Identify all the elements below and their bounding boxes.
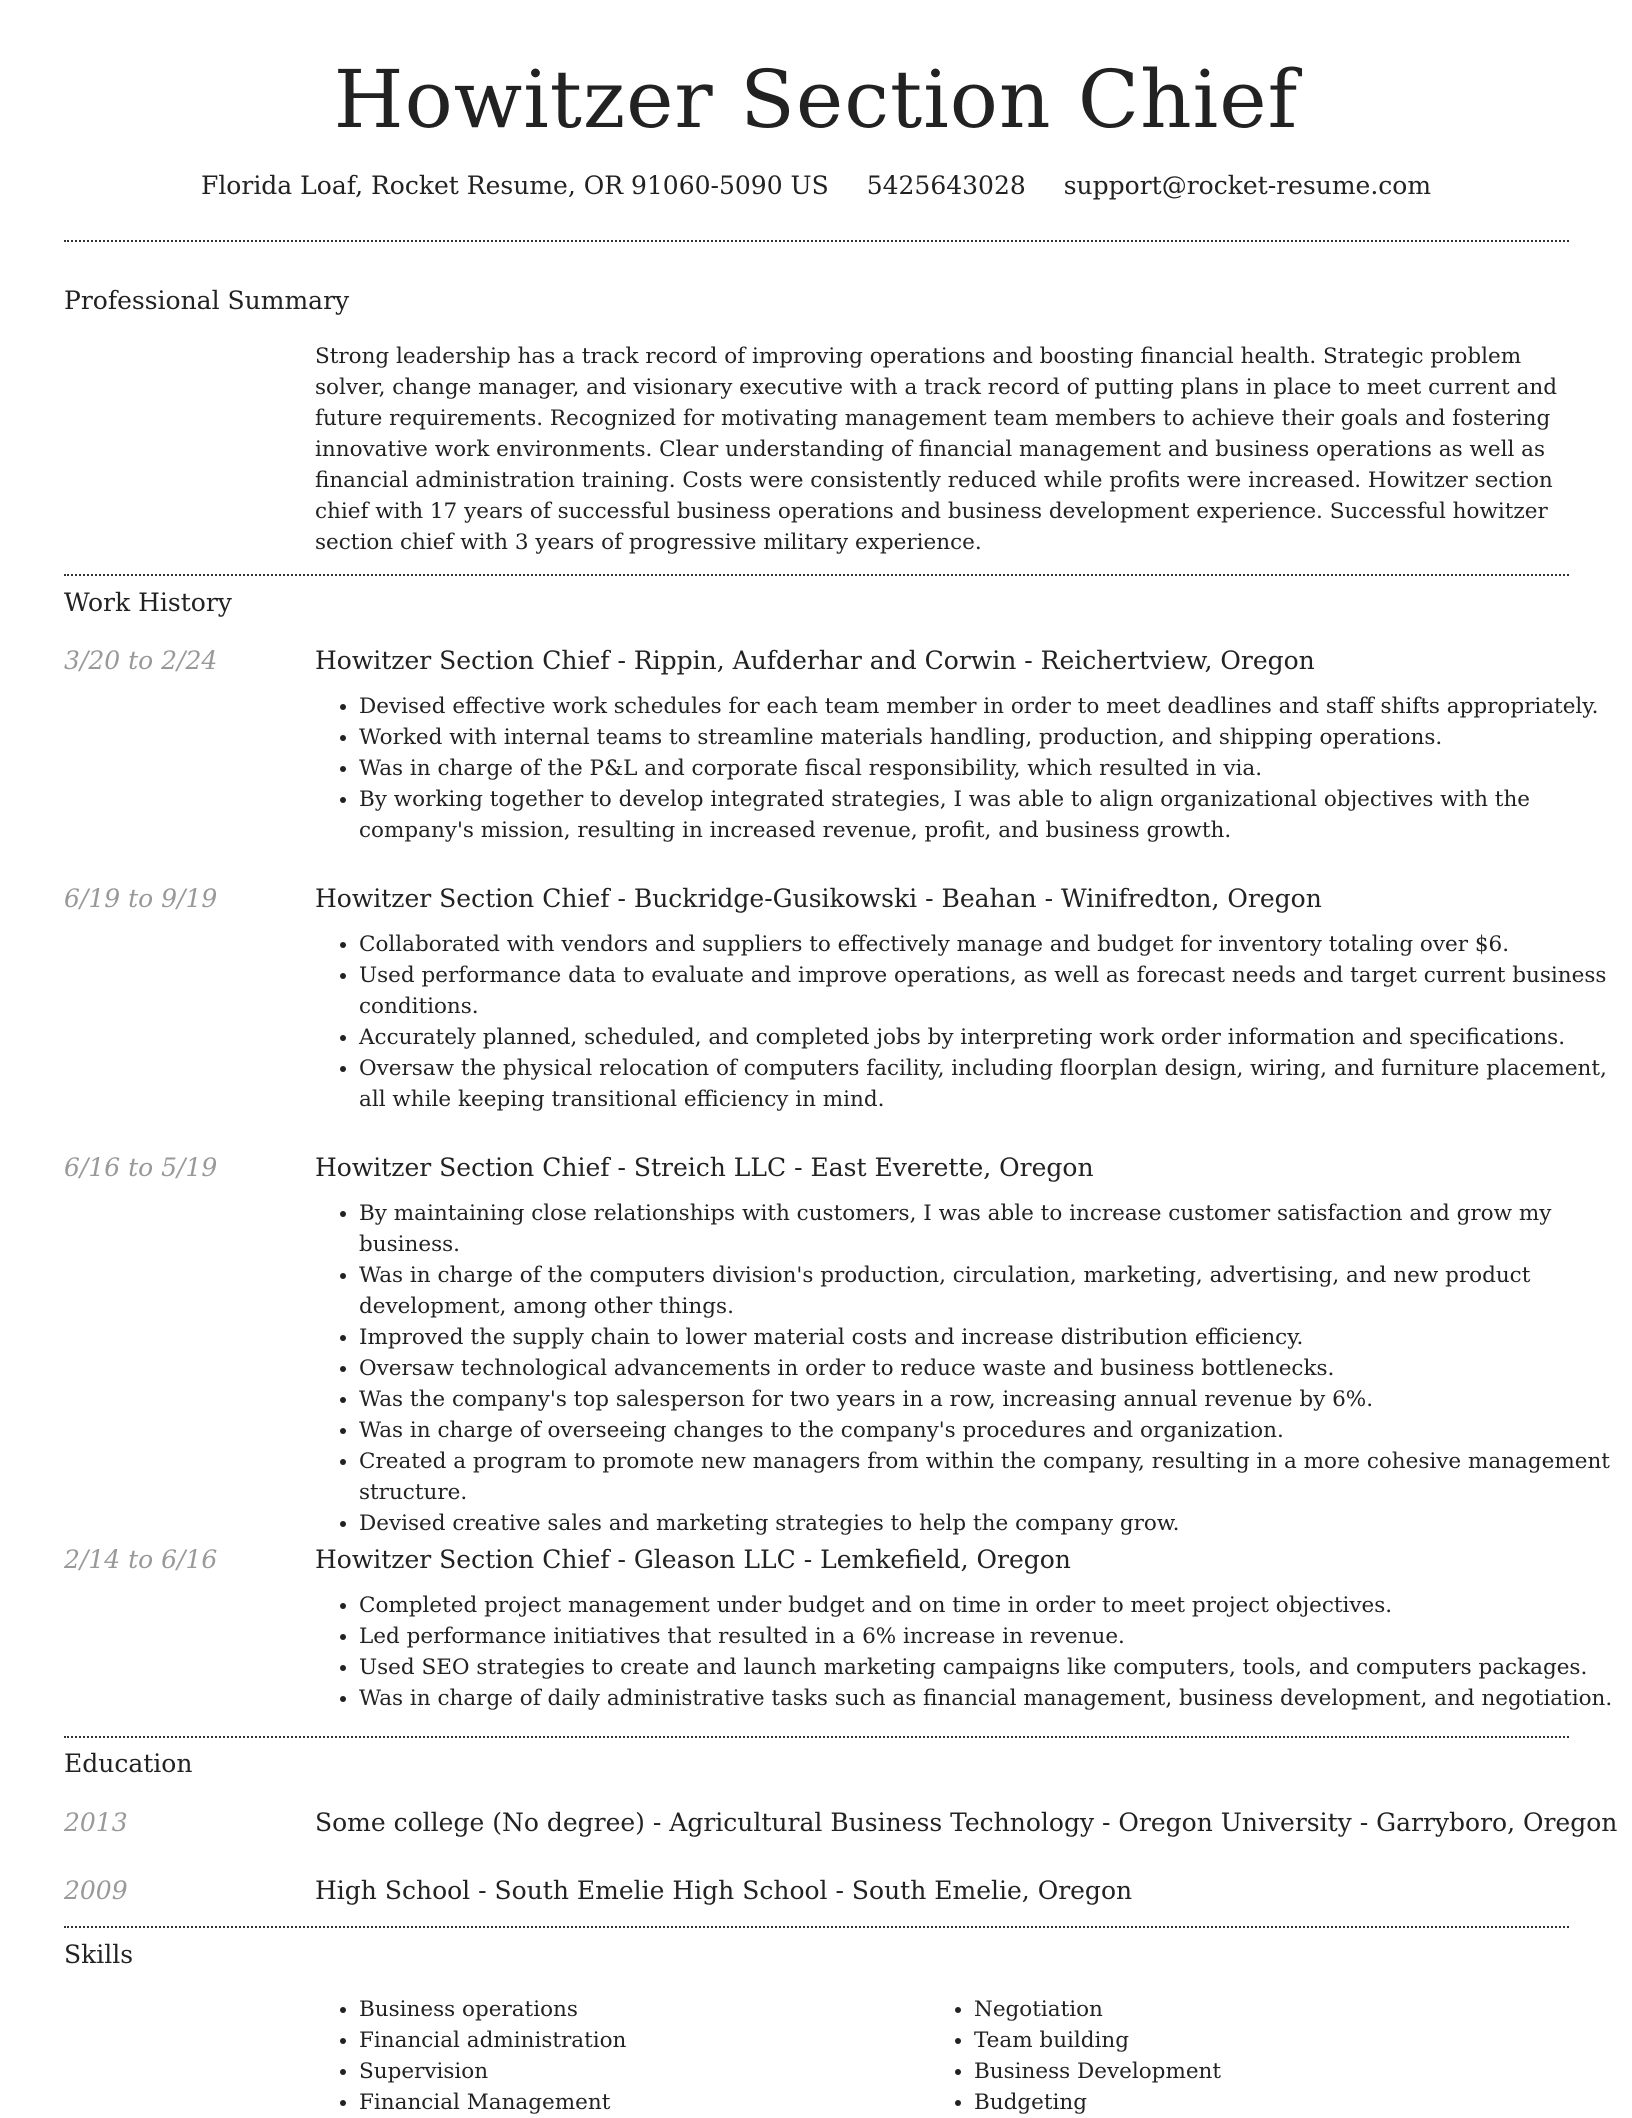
page-title: Howitzer Section Chief <box>333 53 1299 146</box>
job-date: 6/19 to 9/19 <box>64 884 218 913</box>
section-divider <box>64 1926 1569 1928</box>
skill-item: • Business Development <box>974 2056 1534 2087</box>
list-item: • Was the company's top salesperson for two years in a row, increasing annual revenue by 6%. <box>359 1384 1614 1415</box>
skill-item: • Supervision <box>359 2056 919 2087</box>
list-item: • Oversaw the physical relocation of computers facility, including floorplan design, wiring, and furniture placement, all while keeping transitional efficiency in mind. <box>359 1053 1614 1115</box>
list-item: • Worked with internal teams to streamline materials handling, production, and shipping operations. <box>359 722 1614 753</box>
list-item: • Was in charge of daily administrative tasks such as financial management, business development, and negotiation. <box>359 1683 1614 1714</box>
contact-line <box>0 168 1632 204</box>
list-item: • Devised creative sales and marketing strategies to help the company grow. <box>359 1508 1614 1539</box>
work-history-heading: Work History <box>64 588 232 617</box>
job-bullets <box>315 929 1614 1115</box>
education-date: 2013 <box>64 1808 128 1837</box>
list-item: • Was in charge of the computers division's production, circulation, marketing, advertising, and new product development, among other things. <box>359 1260 1614 1322</box>
contact-phone: 5425643028 <box>866 171 1026 200</box>
list-item: • Used SEO strategies to create and launch marketing campaigns like computers, tools, and computers packages. <box>359 1652 1614 1683</box>
list-item: • Improved the supply chain to lower material costs and increase distribution efficiency. <box>359 1322 1614 1353</box>
contact-address: Florida Loaf, Rocket Resume, OR 91060-5090 US <box>200 171 829 200</box>
section-divider <box>64 1736 1569 1738</box>
list-item: • Used performance data to evaluate and improve operations, as well as forecast needs and target current business conditions. <box>359 960 1614 1022</box>
contact-email: support@rocket-resume.com <box>1063 171 1432 200</box>
list-item: • Was in charge of the P&L and corporate fiscal responsibility, which resulted in via. <box>359 753 1614 784</box>
education-title: Some college (No degree) - Agricultural Business Technology - Oregon University - Garryboro, Oregon <box>315 1808 1618 1837</box>
list-item: • Collaborated with vendors and suppliers to effectively manage and budget for inventory totaling over $6. <box>359 929 1614 960</box>
job-date: 2/14 to 6/16 <box>64 1545 218 1574</box>
summary-text: Strong leadership has a track record of improving operations and boosting financial health. Strategic problem solver, change manager, and visionary executive with a track record of putting plans in place to meet current and future requirements. Recognized for motivating management team members to achieve their goals and fostering innovative work environments. Clear understanding of financial management and business operations as well as financial administration training. Costs were consistently reduced while profits were increased. Howitzer section chief with 17 years of successful business operations and business development experience. Successful howitzer section chief with 3 years of progressive military experience. <box>315 344 1557 555</box>
skill-item: • Budgeting <box>974 2087 1534 2118</box>
skills-list-right <box>930 1994 1534 2118</box>
skill-item: • Business operations <box>359 1994 919 2025</box>
list-item: • Oversaw technological advancements in order to reduce waste and business bottlenecks. <box>359 1353 1614 1384</box>
job-date: 3/20 to 2/24 <box>64 646 218 675</box>
list-item: • Led performance initiatives that resulted in a 6% increase in revenue. <box>359 1621 1614 1652</box>
job-title: Howitzer Section Chief - Rippin, Aufderhar and Corwin - Reichertview, Oregon <box>315 646 1315 675</box>
resume-header <box>0 40 1632 204</box>
job-title: Howitzer Section Chief - Gleason LLC - Lemkefield, Oregon <box>315 1545 1071 1574</box>
skill-item: • Financial Management <box>359 2087 919 2118</box>
job-date: 6/16 to 5/19 <box>64 1153 218 1182</box>
skills-list-left <box>315 1994 919 2118</box>
list-item: • Created a program to promote new managers from within the company, resulting in a more cohesive management structure. <box>359 1446 1614 1508</box>
skills-heading: Skills <box>64 1940 134 1969</box>
list-item: • Devised effective work schedules for each team member in order to meet deadlines and staff shifts appropriately. <box>359 691 1614 722</box>
list-item: • Completed project management under budget and on time in order to meet project objectives. <box>359 1590 1614 1621</box>
education-title: High School - South Emelie High School - South Emelie, Oregon <box>315 1876 1133 1905</box>
skill-item: • Team building <box>974 2025 1534 2056</box>
education-date: 2009 <box>64 1876 128 1905</box>
list-item: • By working together to develop integrated strategies, I was able to align organizational objectives with the company's mission, resulting in increased revenue, profit, and business growth. <box>359 784 1614 846</box>
job-bullets <box>315 1198 1614 1539</box>
education-heading: Education <box>64 1749 193 1778</box>
skill-item: • Negotiation <box>974 1994 1534 2025</box>
job-title: Howitzer Section Chief - Buckridge-Gusikowski - Beahan - Winifredton, Oregon <box>315 884 1322 913</box>
section-divider <box>64 240 1569 242</box>
list-item: • Accurately planned, scheduled, and completed jobs by interpreting work order information and specifications. <box>359 1022 1614 1053</box>
list-item: • Was in charge of overseeing changes to the company's procedures and organization. <box>359 1415 1614 1446</box>
job-title: Howitzer Section Chief - Streich LLC - East Everette, Oregon <box>315 1153 1094 1182</box>
job-bullets <box>315 691 1614 846</box>
summary-heading: Professional Summary <box>64 286 350 315</box>
job-bullets <box>315 1590 1614 1714</box>
list-item: • By maintaining close relationships with customers, I was able to increase customer satisfaction and grow my business. <box>359 1198 1614 1260</box>
section-divider <box>64 574 1569 576</box>
skill-item: • Financial administration <box>359 2025 919 2056</box>
